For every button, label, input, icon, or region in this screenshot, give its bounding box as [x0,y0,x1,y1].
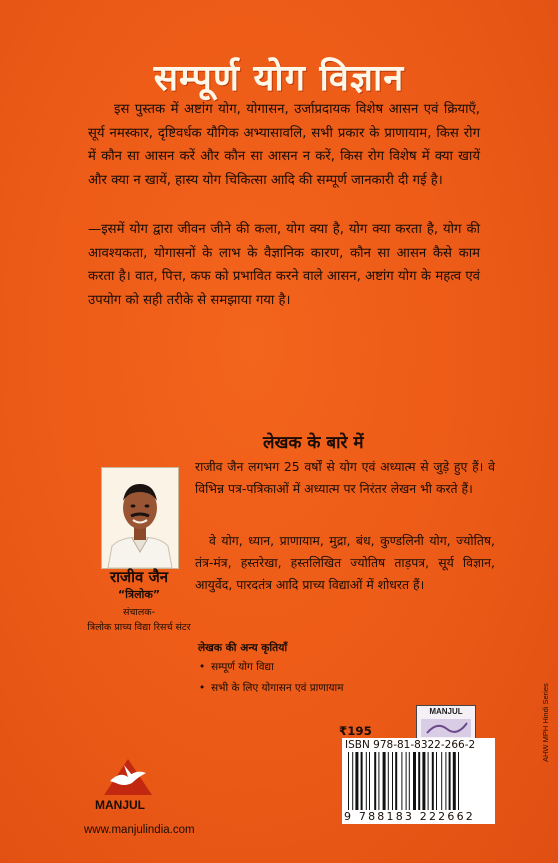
barcode-icon [346,752,492,810]
list-item: • सभी के लिए योगासन एवं प्राणायाम [199,678,343,699]
barcode-digits: 9 788183 222662 [344,810,475,823]
other-works-list [199,657,343,699]
description-paragraph-1: इस पुस्तक में अष्टांग योग, योगासन, उर्जाप्रदायक विशेष आसन एवं क्रियाएँ, सूर्य नमस्कार, दृष्टिवर्धक यौगिक अभ्यासावलि, सभी प्रकार के प्राणायाम, किस रोग में कौन सा आसन करें और कौन सा आसन न करें, किस रोग विशेष में क्या खायें और क्या न खायें, हास्य योग चिकित्सा आदि की सम्पूर्ण जानकारी दी गई है। [88,102,480,188]
about-author-paragraph-1: राजीव जैन लगभग 25 वर्षों से योग एवं अध्यात्म से जुड़े हुए हैं। वे विभिन्न पत्र-पत्रिकाओं में अध्यात्म पर निरंतर लेखन भी करते हैं। [195,459,495,496]
about-author-paragraph-2: वे योग, ध्यान, प्राणायाम, मुद्रा, बंध, कुण्डलिनी योग, ज्योतिष, तंत्र-मंत्र, हस्तरेखा, हस्तलिखित ज्योतिष ताड़पत्र, सूर्य विज्ञान, आयुर्वेद, पारदतंत्र आदि प्राच्य विद्याओं में शोधरत हैं। [195,533,495,592]
description-paragraph-2: —इसमें योग द्वारा जीवन जीने की कला, योग क्या है, योग क्या करता है, योग की आवश्यकता, योगासनों के लाभ के वैज्ञानिक कारण, कौन सा आसन कैसे काम करता है। वात, पित्त, कफ को प्रभावित करने वाले आसन, अष्टांग योग के महत्व एवं उपयोग को सही तरीके से समझाया गया है। [88,222,480,308]
sticker-logo-text: MANJUL [429,707,463,716]
bird-logo-icon [102,757,154,797]
book-title: सम्पूर्ण योग विज्ञान [153,58,405,99]
author-alias: “त्रिलोक” [117,588,161,601]
isbn-text: ISBN 978-81-8322-266-2 [345,739,476,751]
author-photo [101,467,179,569]
publisher-logo [102,757,154,797]
publisher-name: MANJUL [95,798,145,812]
series-text: AHW MPH Hindi Series [541,683,550,762]
price-label: ₹195 [339,724,372,738]
publisher-website[interactable]: www.manjulindia.com [84,824,195,836]
about-author-heading: लेखक के बारे में [263,433,364,453]
author-organization: त्रिलोक प्राच्य विद्या रिसर्च संटर [87,622,191,633]
author-role: संचालक- [122,607,156,618]
sticker-hologram-icon [417,717,475,739]
author-name: राजीव जैन [109,568,169,586]
other-works-heading: लेखक की अन्य कृतियाँ [198,642,288,654]
list-item: • सम्पूर्ण योग विद्या [199,657,343,678]
publisher-sticker [416,705,476,741]
